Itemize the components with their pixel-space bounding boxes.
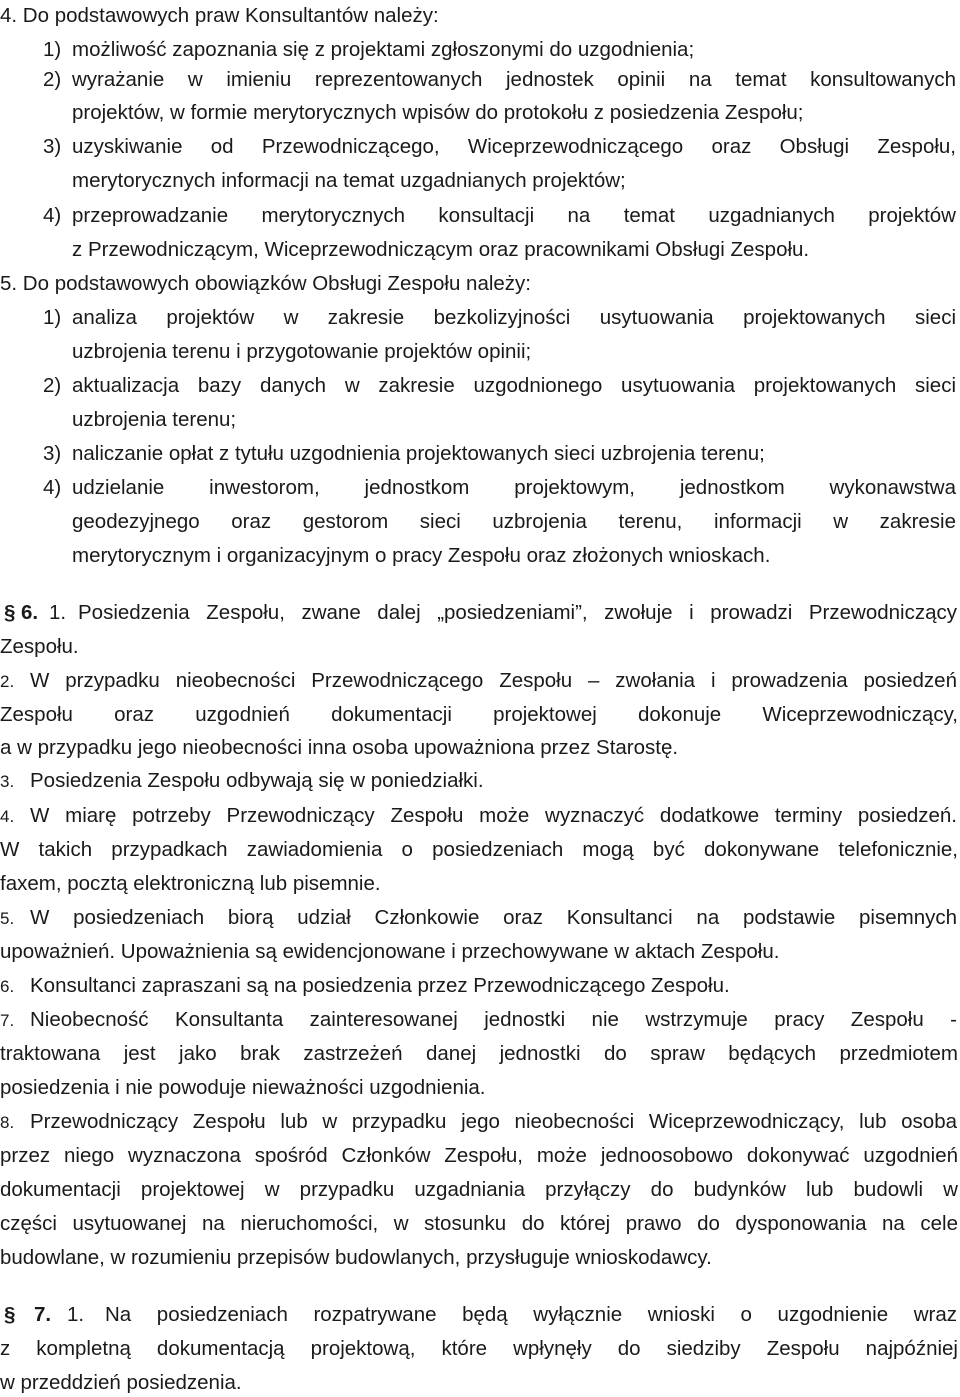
point-text: traktowana jest jako brak zastrzeżeń danej jednostki do spraw będących przedmiotem — [0, 1042, 958, 1065]
list-item-number: 2) — [43, 374, 62, 397]
list-item-text: naliczanie opłat z tytułu uzgodnienia projektowanych sieci uzbrojenia terenu; — [72, 442, 765, 465]
point-text: części usytuowanej na nieruchomości, w stosunku do której prawo do dysponowania na cele — [0, 1212, 958, 1235]
point-number: 2. — [0, 672, 15, 691]
list-item-number: 3) — [43, 135, 62, 158]
point-text: W posiedzeniach biorą udział Członkowie oraz Konsultanci na podstawie pisemnych — [30, 906, 957, 929]
list-item-number: 1) — [43, 38, 62, 61]
paragraph-symbol: § — [4, 1303, 16, 1326]
list-item-text: wyrażanie w imieniu reprezentowanych jednostek opinii na temat konsultowanych — [72, 68, 956, 91]
list-item-text: merytorycznych informacji na temat uzgadnianych projektów; — [72, 169, 626, 192]
list-item-text: analiza projektów w zakresie bezkolizyjności usytuowania projektowanych sieci — [72, 306, 956, 329]
point-text: Konsultanci zapraszani są na posiedzenia przez Przewodniczącego Zespołu. — [30, 974, 730, 997]
point-number: 4. — [0, 807, 15, 826]
point-text: budowlane, w rozumieniu przepisów budowlanych, przysługuje wnioskodawcy. — [0, 1246, 712, 1269]
list-item-text: uzyskiwanie od Przewodniczącego, Wiceprzewodniczącego oraz Obsługi Zespołu, — [72, 135, 956, 158]
point-text: upoważnień. Upoważnienia są ewidencjonowane i przechowywane w aktach Zespołu. — [0, 940, 780, 963]
point-text: W miarę potrzeby Przewodniczący Zespołu może wyznaczyć dodatkowe terminy posiedzeń. — [30, 804, 957, 827]
point-number: 6. — [0, 977, 15, 996]
point-text: w przeddzień posiedzenia. — [0, 1371, 242, 1394]
point-number: 7. — [0, 1011, 15, 1030]
paragraph-symbol: § — [4, 601, 16, 624]
point-text: W przypadku nieobecności Przewodniczącego Zespołu – zwołania i prowadzenia posiedzeń — [30, 669, 957, 692]
point-text: a w przypadku jego nieobecności inna osoba upoważniona przez Starostę. — [0, 736, 679, 759]
point-text: Posiedzenia Zespołu, zwane dalej „posiedzeniami”, zwołuje i prowadzi Przewodniczący — [78, 601, 957, 624]
list-item-text: merytorycznym i organizacyjnym o pracy Zespołu oraz złożonych wnioskach. — [72, 544, 771, 567]
list-item-text: geodezyjnego oraz gestorom sieci uzbrojenia terenu, informacji w zakresie — [72, 510, 956, 533]
point-text: Nieobecność Konsultanta zainteresowanej jednostki nie wstrzymuje pracy Zespołu - — [30, 1008, 957, 1031]
paragraph-7-number: 7. — [34, 1303, 52, 1326]
list-item-number: 4) — [43, 476, 62, 499]
list-item-text: aktualizacja bazy danych w zakresie uzgodnionego usytuowania projektowanych sieci — [72, 374, 956, 397]
point-text: faxem, pocztą elektroniczną lub pisemnie. — [0, 872, 381, 895]
list-item-number: 4) — [43, 204, 62, 227]
point-text: Posiedzenia Zespołu odbywają się w poniedziałki. — [30, 769, 484, 792]
list-item-text: możliwość zapoznania się z projektami zgłoszonymi do uzgodnienia; — [72, 38, 695, 61]
list-item-text: z Przewodniczącym, Wiceprzewodniczącym oraz pracownikami Obsługi Zespołu. — [72, 238, 810, 261]
point-number: 3. — [0, 772, 15, 791]
list-item-number: 2) — [43, 68, 62, 91]
list-item-text: udzielanie inwestorom, jednostkom projektowym, jednostkom wykonawstwa — [72, 476, 956, 499]
list-item-text: projektów, w formie merytorycznych wpisów do protokołu z posiedzenia Zespołu; — [72, 101, 804, 124]
section-4-heading: 4. Do podstawowych praw Konsultantów należy: — [0, 4, 439, 27]
paragraph-6-number: 6. — [21, 601, 39, 624]
point-number: 1. — [67, 1303, 85, 1326]
list-item-number: 3) — [43, 442, 62, 465]
point-number: 8. — [0, 1113, 15, 1132]
list-item-text: przeprowadzanie merytorycznych konsultacji na temat uzgadnianych projektów — [72, 204, 956, 227]
point-text: z kompletną dokumentacją projektową, które wpłynęły do siedziby Zespołu najpóźniej — [0, 1337, 958, 1360]
point-number: 5. — [0, 909, 15, 928]
point-text: Zespołu. — [0, 635, 79, 658]
point-text: Zespołu oraz uzgodnień dokumentacji projektowej dokonuje Wiceprzewodniczący, — [0, 703, 958, 726]
list-item-number: 1) — [43, 306, 62, 329]
point-text: Na posiedzeniach rozpatrywane będą wyłącznie wnioski o uzgodnienie wraz — [105, 1303, 957, 1326]
list-item-text: uzbrojenia terenu; — [72, 408, 237, 431]
point-text: dokumentacji projektowej w przypadku uzgadniania przyłączy do budynków lub budowli w — [0, 1178, 958, 1201]
section-5-heading: 5. Do podstawowych obowiązków Obsługi Zespołu należy: — [0, 272, 531, 295]
point-text: posiedzenia i nie powoduje nieważności uzgodnienia. — [0, 1076, 486, 1099]
point-number: 1. — [49, 601, 67, 624]
point-text: W takich przypadkach zawiadomienia o posiedzeniach mogą być dokonywane telefonicznie, — [0, 838, 958, 861]
point-text: Przewodniczący Zespołu lub w przypadku jego nieobecności Wiceprzewodniczący, lub osoba — [30, 1110, 957, 1133]
list-item-text: uzbrojenia terenu i przygotowanie projektów opinii; — [72, 340, 532, 363]
point-text: przez niego wyznaczona spośród Członków Zespołu, może jednoosobowo dokonywać uzgodnień — [0, 1144, 958, 1167]
